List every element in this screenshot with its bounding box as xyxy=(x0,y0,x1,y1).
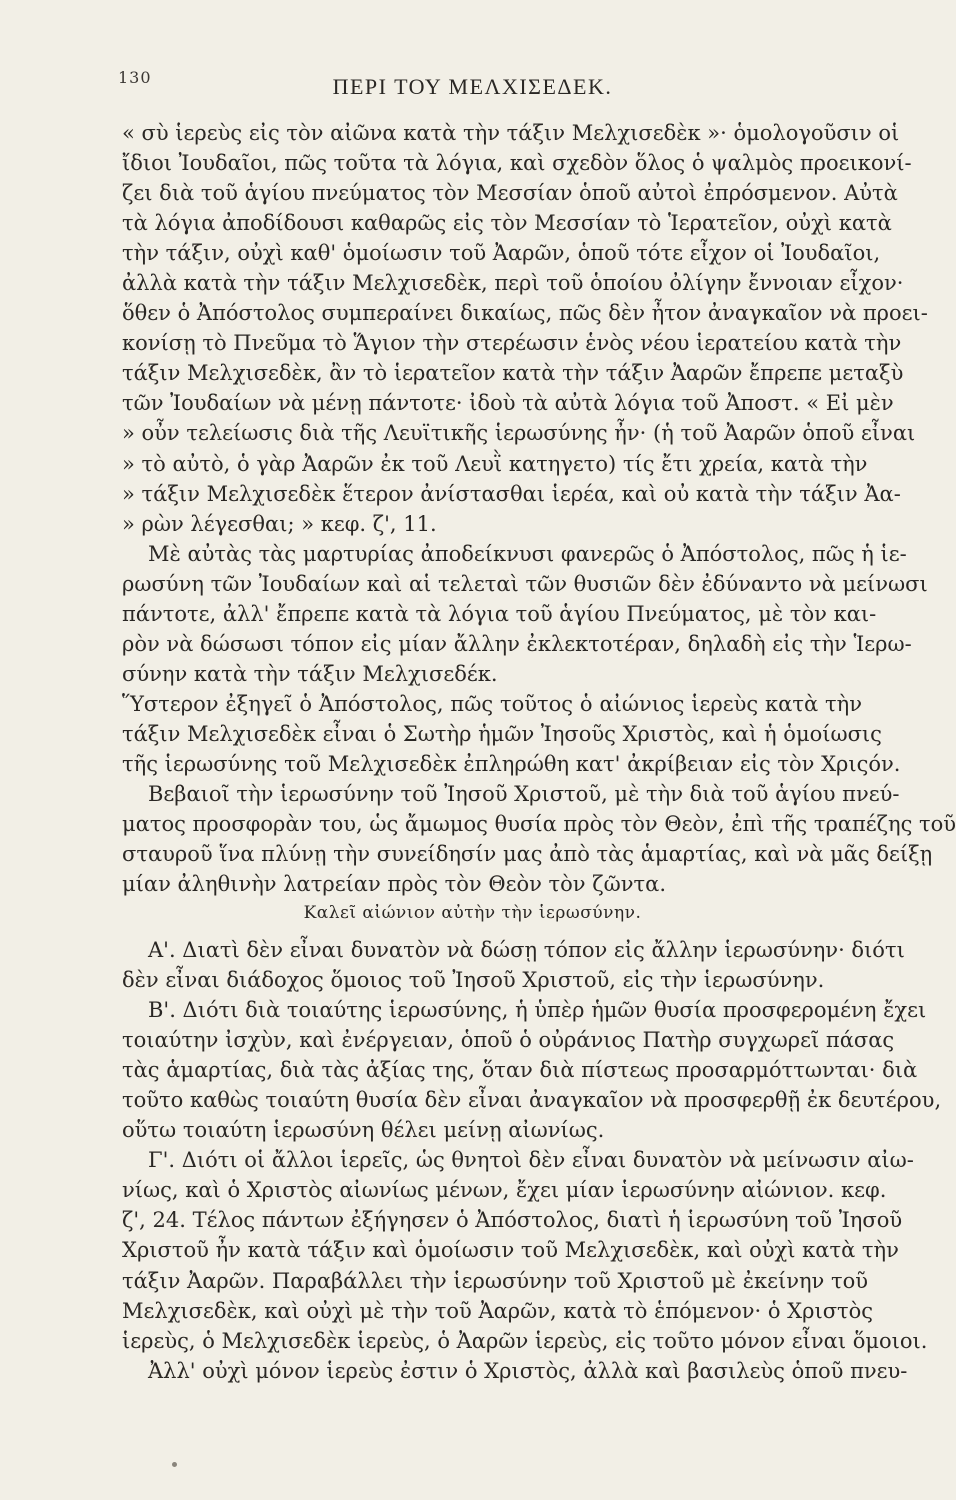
text-line: τοιαύτην ἰσχὺν, καὶ ἐνέργειαν, ὁποῦ ὁ οὐράνιος Πατὴρ συγχωρεῖ πάσας xyxy=(122,1028,895,1053)
text-line: τὰς ἁμαρτίας, διὰ τὰς ἀξίας της, ὅταν διὰ πίστεως προσαρμόττωνται· διὰ xyxy=(122,1058,918,1083)
text-line: μίαν ἀληθινὴν λατρείαν πρὸς τὸν Θεὸν τὸν ζῶντα. xyxy=(122,872,666,897)
text-line: τῆς ἱερωσύνης τοῦ Μελχισεδὲκ ἐπληρώθη κατ' ἀκρίβειαν εἰς τὸν Χριςόν. xyxy=(122,751,901,776)
text-line: ἀλλὰ κατὰ τὴν τάξιν Μελχισεδὲκ, περὶ τοῦ ὁποίου ὀλίγην ἔννοιαν εἶχον· xyxy=(122,271,904,296)
text-line: σύνην κατὰ τὴν τάξιν Μελχισεδέκ. xyxy=(122,661,498,686)
text-line: σταυροῦ ἵνα πλύνῃ τὴν συνείδησίν μας ἀπὸ τὰς ἁμαρτίας, καὶ νὰ μᾶς δείξῃ xyxy=(122,842,933,867)
main-text-block xyxy=(122,118,956,899)
text-line: ἴδιοι Ἰουδαῖοι, πῶς τοῦτα τὰ λόγια, καὶ σχεδὸν ὅλος ὁ ψαλμὸς προεικονί- xyxy=(122,151,912,176)
text-line: Ἀλλ' οὐχὶ μόνον ἱερεὺς ἐστιν ὁ Χριστὸς, ἀλλὰ καὶ βασιλεὺς ὁποῦ πνευ- xyxy=(148,1358,908,1383)
section-heading: Καλεῖ αἰώνιον αὐτὴν τὴν ἱερωσύνην. xyxy=(303,903,642,923)
text-line: τοῦτο καθὼς τοιαύτη θυσία δὲν εἶναι ἀναγκαῖον νὰ προσφερθῇ ἐκ δευτέρου, xyxy=(122,1088,942,1113)
text-line: ζει διὰ τοῦ ἁγίου πνεύματος τὸν Μεσσίαν ὁποῦ αὐτοὶ ἐπρόσμενον. Αὐτὰ xyxy=(122,181,898,206)
text-line: τὰ λόγια ἀποδίδουσι καθαρῶς εἰς τὸν Μεσσίαν τὸ Ἱερατεῖον, οὐχὶ κατὰ xyxy=(122,211,892,236)
text-line: τάξιν Μελχισεδὲκ εἶναι ὁ Σωτὴρ ἡμῶν Ἰησοῦς Χριστὸς, καὶ ἡ ὁμοίωσις xyxy=(122,721,882,746)
text-line: « σὺ ἱερεὺς εἰς τὸν αἰῶνα κατὰ τὴν τάξιν Μελχισεδὲκ »· ὁμολογοῦσιν οἱ xyxy=(122,121,900,145)
text-line: ματος προσφορὰν του, ὡς ἄμωμος θυσία πρὸς τὸν Θεὸν, ἐπὶ τῆς τραπέζης τοῦ xyxy=(122,812,956,837)
text-line: ρωσύνη τῶν Ἰουδαίων καὶ αἱ τελεταὶ τῶν θυσιῶν δὲν ἐδύναντο νὰ μείνωσι xyxy=(122,571,928,596)
text-line: Ὕστερον ἐξηγεῖ ὁ Ἀπόστολος, πῶς τοῦτος ὁ αἰώνιος ἱερεὺς κατὰ τὴν xyxy=(122,691,862,716)
text-line: τῶν Ἰουδαίων νὰ μένῃ πάντοτε· ἰδοὺ τὰ αὐτὰ λόγια τοῦ Ἀποστ. « Εἰ μὲν xyxy=(122,391,894,416)
text-line: κονίσῃ τὸ Πνεῦμα τὸ Ἅγιον τὴν στερέωσιν ἑνὸς νέου ἱερατείου κατὰ τὴν xyxy=(122,331,902,356)
text-line: » ρὼν λέγεσθαι; » κεφ. ζ', 11. xyxy=(122,511,437,536)
running-head: ΠΕΡΙ ΤΟΥ ΜΕΛΧΙΣΕΔΕΚ. xyxy=(332,74,613,99)
text-line: Βεβαιοῖ τὴν ἱερωσύνην τοῦ Ἰησοῦ Χριστοῦ, μὲ τὴν διὰ τοῦ ἁγίου πνεύ- xyxy=(148,782,900,807)
text-line: » τὸ αὐτὸ, ὁ γὰρ Ἀαρῶν ἐκ τοῦ Λευῒ κατηγετο) τίς ἔτι χρεία, κατὰ τὴν xyxy=(122,451,868,476)
text-line: ὅθεν ὁ Ἀπόστολος συμπεραίνει δικαίως, πῶς δὲν ἦτον ἀναγκαῖον νὰ προει- xyxy=(122,301,928,326)
text-line: » τάξιν Μελχισεδὲκ ἕτερον ἀνίστασθαι ἱερέα, καὶ οὐ κατὰ τὴν τάξιν Ἀα- xyxy=(122,481,901,506)
text-line: Γ'. Διότι οἱ ἄλλοι ἱερεῖς, ὡς θνητοὶ δὲν εἶναι δυνατὸν νὰ μείνωσιν αἰω- xyxy=(148,1148,914,1173)
text-line: δὲν εἶναι διάδοχος ὅμοιος τοῦ Ἰησοῦ Χριστοῦ, εἰς τὴν ἱερωσύνην. xyxy=(122,968,825,993)
text-line: ζ', 24. Τέλος πάντων ἐξήγησεν ὁ Ἀπόστολος, διατὶ ἡ ἱερωσύνη τοῦ Ἰησοῦ xyxy=(122,1208,903,1233)
text-line: πάντοτε, ἀλλ' ἔπρεπε κατὰ τὰ λόγια τοῦ ἁγίου Πνεύματος, μὲ τὸν και- xyxy=(122,601,877,626)
text-line: τὴν τάξιν, οὐχὶ καθ' ὁμοίωσιν τοῦ Ἀαρῶν, ὁποῦ τότε εἶχον οἱ Ἰουδαῖοι, xyxy=(122,241,881,266)
text-line: ἱερεὺς, ὁ Μελχισεδὲκ ἱερεὺς, ὁ Ἀαρῶν ἱερεὺς, εἰς τοῦτο μόνον εἶναι ὅμοιοι. xyxy=(122,1328,928,1353)
text-line: Χριστοῦ ἦν κατὰ τάξιν καὶ ὁμοίωσιν τοῦ Μελχισεδὲκ, καὶ οὐχὶ κατὰ τὴν xyxy=(122,1238,899,1263)
text-line: Μὲ αὐτὰς τὰς μαρτυρίας ἀποδείκνυσι φανερῶς ὁ Ἀπόστολος, πῶς ἡ ἱε- xyxy=(148,541,907,566)
text-line: ρὸν νὰ δώσωσι τόπον εἰς μίαν ἄλλην ἐκλεκτοτέραν, δηλαδὴ εἰς τὴν Ἱερω- xyxy=(122,631,912,656)
text-line: » οὖν τελείωσις διὰ τῆς Λευϊτικῆς ἱερωσύνης ἦν· (ἡ τοῦ Ἀαρῶν ὁποῦ εἶναι xyxy=(122,421,916,446)
ink-speck xyxy=(172,1462,177,1467)
text-line: Μελχισεδὲκ, καὶ οὐχὶ μὲ τὴν τοῦ Ἀαρῶν, κατὰ τὸ ἑπόμενον· ὁ Χριστὸς xyxy=(122,1298,874,1323)
page-number: 130 xyxy=(118,68,152,87)
text-line: οὕτω τοιαύτη ἱερωσύνη θέλει μείνῃ αἰωνίως. xyxy=(122,1118,605,1143)
text-line: Β'. Διότι διὰ τοιαύτης ἱερωσύνης, ἡ ὑπὲρ ἡμῶν θυσία προσφερομένη ἔχει xyxy=(148,998,927,1023)
text-line: τάξιν Ἀαρῶν. Παραβάλλει τὴν ἱερωσύνην τοῦ Χριστοῦ μὲ ἐκείνην τοῦ xyxy=(122,1268,869,1293)
text-line: Α'. Διατὶ δὲν εἶναι δυνατὸν νὰ δώσῃ τόπον εἰς ἄλλην ἱερωσύνην· διότι xyxy=(148,938,905,962)
text-line: τάξιν Μελχισεδὲκ, ἂν τὸ ἱερατεῖον κατὰ τὴν τάξιν Ἀαρῶν ἔπρεπε μεταξὺ xyxy=(122,361,904,386)
second-text-block xyxy=(122,935,942,1386)
text-line: νίως, καὶ ὁ Χριστὸς αἰωνίως μένων, ἔχει μίαν ἱερωσύνην αἰώνιον. κεφ. xyxy=(122,1178,887,1203)
